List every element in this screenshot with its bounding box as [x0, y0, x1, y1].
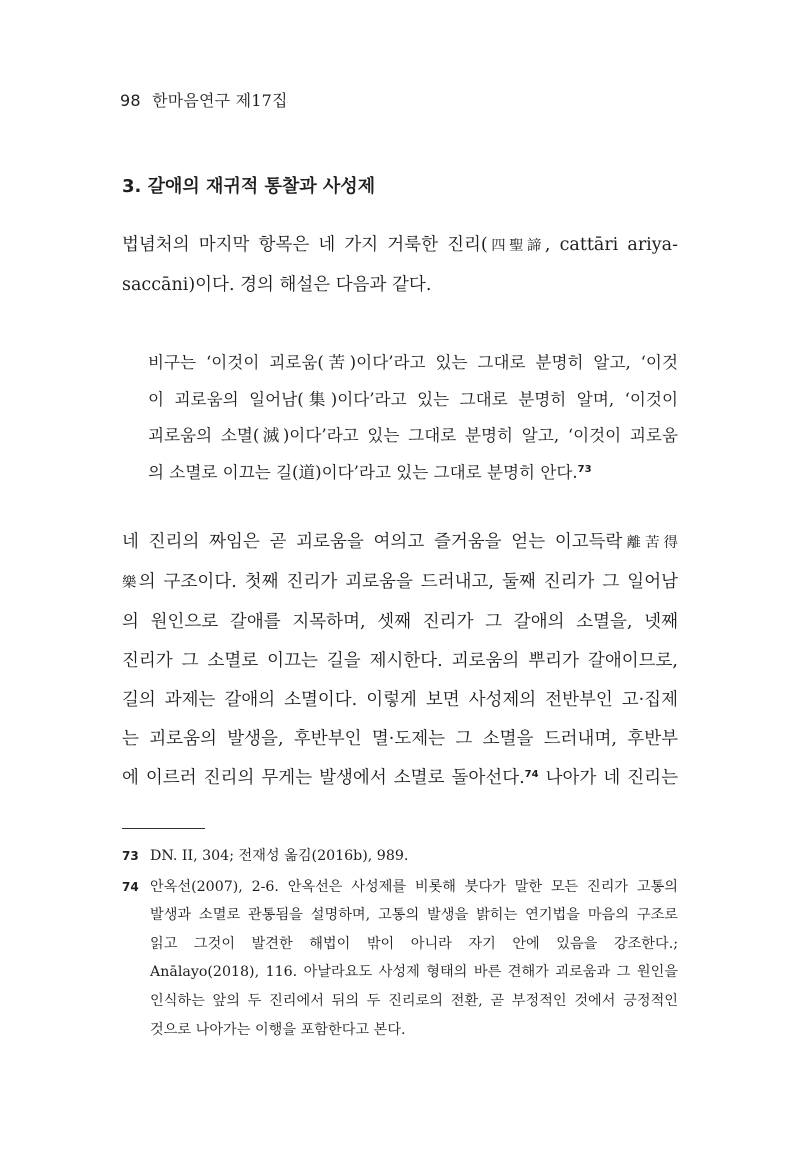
- footnotes: [122, 842, 678, 1046]
- footnote-73: [122, 842, 678, 871]
- footnote-number: 74: [122, 879, 139, 894]
- footnote-line: 읽고 그것이 발견한 해법이 밖이 아니라 자기 안에 있음을 강조한다.;: [150, 935, 678, 952]
- footnote-line: Anālayo(2018), 116. 아날라요도 사성제 형태의 바른 견해가 괴로움과 그 원인을: [150, 964, 678, 981]
- footnote-number: 73: [122, 849, 139, 863]
- body-hanja-1: 離苦得: [622, 535, 678, 551]
- quote-line-3: 괴로움의 소멸(滅)이다’라고 있는 그대로 분명히 알고, ‘이것이 괴로움: [148, 426, 678, 445]
- footnote-74: [122, 873, 678, 1045]
- body-line-1-text: 네 진리의 짜임은 곧 괴로움을 여의고 즐거움을 얻는 이고득락: [122, 532, 623, 552]
- intro-line-1: [122, 226, 678, 266]
- footnote-ref-73[interactable]: 73: [577, 463, 592, 475]
- journal-title: 한마음연구 제17집: [152, 91, 288, 110]
- intro-line-1-text: 법념처의 마지막 항목은 네 가지 거룩한 진리(: [122, 235, 488, 255]
- page-number: 98: [120, 91, 141, 110]
- body-paragraph: [122, 523, 678, 798]
- body-line-7-text: 에 이르러 진리의 무게는 발생에서 소멸로 돌아선다.: [122, 768, 525, 788]
- intro-line-1-tail: , cattāri ariya-: [544, 235, 679, 255]
- body-line-7-tail: 나아가 네 진리는: [538, 768, 678, 788]
- body-line-2-text: 의 구조이다. 첫째 진리가 괴로움을 드러내고, 둘째 진리가 그 일어남: [138, 572, 679, 592]
- quote-line-2: 이 괴로움의 일어남(集)이다’라고 있는 그대로 분명히 알며, ‘이것이: [148, 389, 678, 409]
- body-line-3: 의 원인으로 갈애를 지목하며, 셋째 진리가 그 갈애의 소멸을, 넷째: [122, 612, 678, 632]
- footnote-line: 발생과 소멸로 관통됨을 설명하며, 고통의 발생을 밝히는 연기법을 마음의 구조로: [150, 907, 678, 924]
- running-header: [120, 88, 288, 111]
- footnote-ref-74[interactable]: 74: [524, 769, 539, 780]
- intro-paragraph: [122, 226, 678, 305]
- body-line-7: [122, 759, 678, 798]
- sutta-quote: [148, 345, 678, 491]
- body-line-4: 진리가 그 소멸로 이끄는 길을 제시한다. 괴로움의 뿌리가 갈애이므로,: [122, 651, 678, 671]
- body-line-5: 길의 과제는 갈애의 소멸이다. 이렇게 보면 사성제의 전반부인 고·집제: [122, 690, 678, 710]
- body-line-6: 는 괴로움의 발생을, 후반부인 멸·도제는 그 소멸을 드러내며, 후반부: [122, 729, 678, 749]
- intro-line-2: saccāni)이다. 경의 해설은 다음과 같다.: [122, 275, 432, 295]
- body-line-2: [122, 563, 678, 603]
- quote-line-4-text: 의 소멸로 이끄는 길(道)이다’라고 있는 그대로 분명히 안다.: [148, 462, 578, 482]
- quote-line-4: [148, 455, 678, 492]
- footnote-line: 인식하는 앞의 두 진리에서 뒤의 두 진리로의 전환, 곧 부정적인 것에서 긍정적인: [150, 992, 678, 1009]
- footnote-divider: [122, 828, 205, 829]
- footnote-line: 안옥선(2007), 2-6. 안옥선은 사성제를 비롯해 붓다가 말한 모든 진리가 고통의: [150, 878, 678, 895]
- section-heading: 3. 갈애의 재귀적 통찰과 사성제: [122, 176, 376, 197]
- intro-hanja: 四聖諦: [487, 238, 545, 254]
- footnote-line: 것으로 나아가는 이행을 포함한다고 본다.: [150, 1021, 406, 1038]
- body-hanja-2: 樂: [122, 575, 139, 591]
- body-line-1: [122, 523, 678, 563]
- quote-line-1: 비구는 ‘이것이 괴로움(苦)이다’라고 있는 그대로 분명히 알고, ‘이것: [148, 353, 678, 372]
- footnote-line: DN. II, 304; 전재성 옮김(2016b), 989.: [150, 848, 409, 864]
